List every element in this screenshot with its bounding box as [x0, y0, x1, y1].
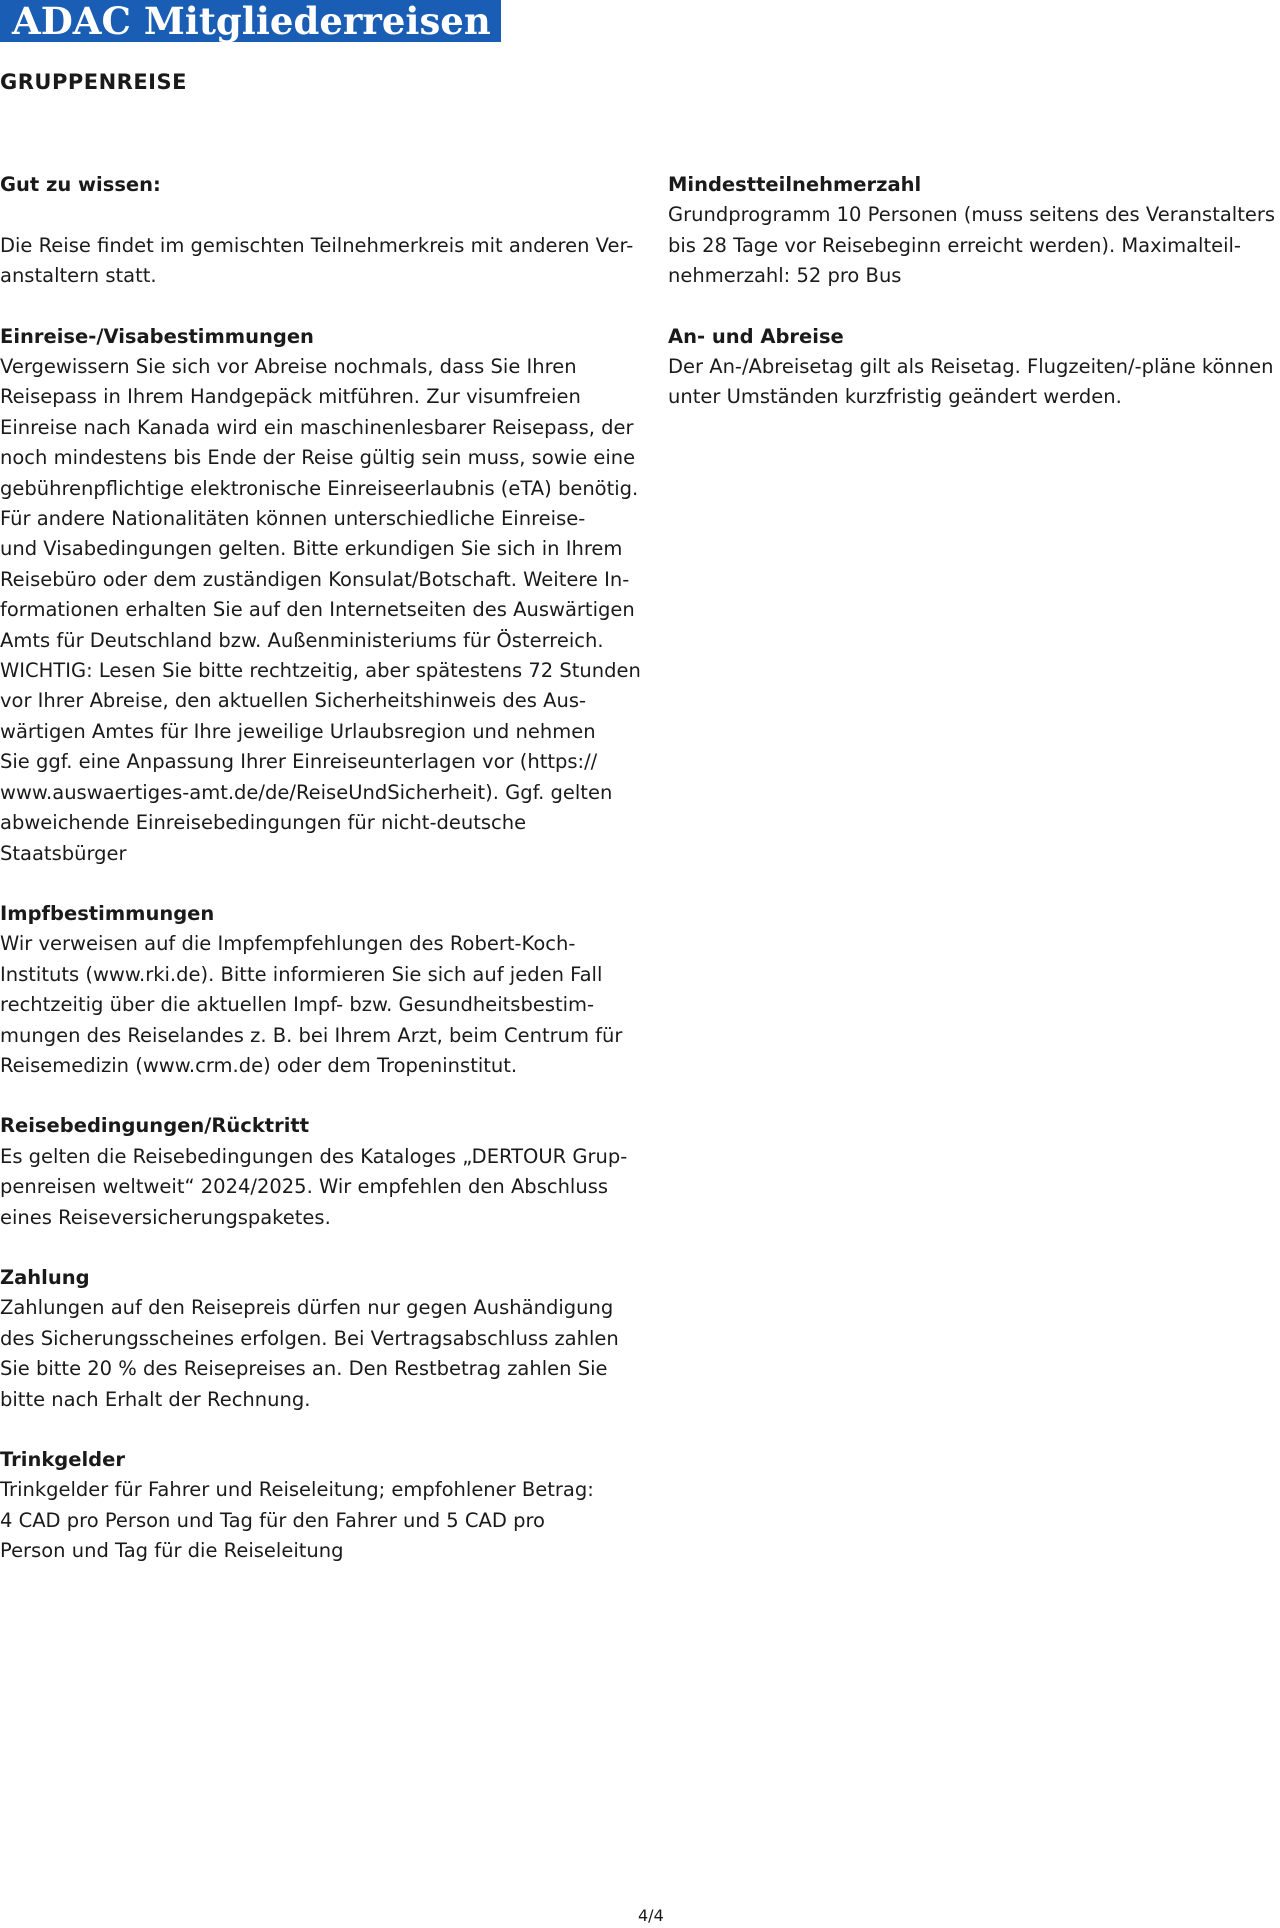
- text-line: rechtzeitig über die aktuellen Impf- bzw. Gesundheitsbestim-: [0, 993, 595, 1017]
- text-line: wärtigen Amtes für Ihre jeweilige Urlaubsregion und nehmen: [0, 719, 596, 743]
- trip-type-label: GRUPPENREISE: [0, 70, 187, 94]
- section-mindestteilnehmerzahl: [668, 170, 1280, 292]
- text-line: Reisebüro oder dem zuständigen Konsulat/Botschaft. Weitere In-: [0, 567, 630, 591]
- brand-logo: ADAC Mitgliederreisen: [0, 0, 501, 42]
- section-body: [0, 929, 665, 1081]
- section-gut-zu-wissen: [0, 170, 665, 292]
- section-body: [0, 352, 665, 869]
- section-title: Trinkgelder: [0, 1448, 125, 1472]
- text-line: Es gelten die Reisebedingungen des Kataloges „DERTOUR Grup-: [0, 1144, 628, 1168]
- text-line: Instituts (www.rki.de). Bitte informieren Sie sich auf jeden Fall: [0, 962, 603, 986]
- section-body: [0, 231, 665, 292]
- text-line: www.auswaertiges-amt.de/de/ReiseUndSicherheit). Ggf. gelten: [0, 780, 613, 804]
- text-line: und Visabedingungen gelten. Bitte erkundigen Sie sich in Ihrem: [0, 537, 623, 561]
- section-title: Reisebedingungen/Rücktritt: [0, 1114, 310, 1138]
- section-title: Gut zu wissen:: [0, 173, 161, 196]
- text-line: Zahlungen auf den Reisepreis dürfen nur gegen Aushändigung: [0, 1296, 614, 1320]
- section-body: [0, 1142, 665, 1233]
- text-line: Sie ggf. eine Anpassung Ihrer Einreiseunterlagen vor (https://: [0, 750, 598, 774]
- text-line: Der An-/Abreisetag gilt als Reisetag. Flugzeiten/-pläne können: [668, 355, 1274, 379]
- text-line: anstaltern statt.: [0, 264, 157, 288]
- text-line: unter Umständen kurzfristig geändert werden.: [668, 385, 1122, 409]
- text-line: Grundprogramm 10 Personen (muss seitens des Veranstalters: [668, 203, 1276, 227]
- text-line: Für andere Nationalitäten können unterschiedliche Einreise-: [0, 507, 586, 531]
- text-line: Sie bitte 20 % des Reisepreises an. Den Restbetrag zahlen Sie: [0, 1357, 608, 1381]
- text-line: Trinkgelder für Fahrer und Reiseleitung; empfohlener Betrag:: [0, 1478, 594, 1502]
- text-line: nehmerzahl: 52 pro Bus: [668, 264, 902, 288]
- right-column: [668, 170, 1280, 443]
- text-line: Vergewissern Sie sich vor Abreise nochmals, dass Sie Ihren: [0, 355, 577, 379]
- text-line: Die Reise findet im gemischten Teilnehmerkreis mit anderen Ver-: [0, 233, 634, 257]
- text-line: gebührenpflichtige elektronische Einreiseerlaubnis (eTA) benötig.: [0, 476, 639, 500]
- text-line: penreisen weltweit“ 2024/2025. Wir empfehlen den Abschluss: [0, 1175, 609, 1199]
- section-trinkgelder: [0, 1445, 665, 1567]
- text-line: Staatsbürger: [0, 841, 127, 865]
- section-reisebedingungen: [0, 1111, 665, 1233]
- section-title: Einreise-/Visabestimmungen: [0, 324, 314, 348]
- text-line: mungen des Reiselandes z. B. bei Ihrem Arzt, beim Centrum für: [0, 1023, 623, 1047]
- text-line: Person und Tag für die Reiseleitung: [0, 1539, 344, 1563]
- section-zahlung: [0, 1263, 665, 1415]
- text-line: noch mindestens bis Ende der Reise gültig sein muss, sowie eine: [0, 446, 636, 470]
- text-line: Reisemedizin (www.crm.de) oder dem Tropeninstitut.: [0, 1053, 518, 1077]
- left-column: [0, 170, 665, 1597]
- section-title: Zahlung: [0, 1265, 90, 1289]
- section-einreise: [0, 322, 665, 869]
- page-number: 4/4: [638, 1906, 664, 1925]
- text-line: Wir verweisen auf die Impfempfehlungen des Robert-Koch-: [0, 932, 576, 956]
- text-line: vor Ihrer Abreise, den aktuellen Sicherheitshinweis des Aus-: [0, 689, 587, 713]
- section-title: Mindestteilnehmerzahl: [668, 173, 922, 196]
- text-line: WICHTIG: Lesen Sie bitte rechtzeitig, aber spätestens 72 Stunden: [0, 659, 641, 683]
- section-title: An- und Abreise: [668, 324, 844, 348]
- text-line: abweichende Einreisebedingungen für nicht-deutsche: [0, 811, 527, 835]
- text-line: Einreise nach Kanada wird ein maschinenlesbarer Reisepass, der: [0, 415, 634, 439]
- text-line: Reisepass in Ihrem Handgepäck mitführen. Zur visumfreien: [0, 385, 581, 409]
- text-line: Amts für Deutschland bzw. Außenministeriums für Österreich.: [0, 628, 604, 652]
- section-body: [0, 1475, 665, 1566]
- text-line: bitte nach Erhalt der Rechnung.: [0, 1387, 311, 1411]
- text-line: des Sicherungsscheines erfolgen. Bei Vertragsabschluss zahlen: [0, 1326, 619, 1350]
- section-body: [668, 352, 1280, 413]
- text-line: bis 28 Tage vor Reisebeginn erreicht werden). Maximalteil-: [668, 233, 1241, 257]
- text-line: 4 CAD pro Person und Tag für den Fahrer und 5 CAD pro: [0, 1508, 545, 1532]
- section-title: Impfbestimmungen: [0, 901, 215, 925]
- text-line: formationen erhalten Sie auf den Internetseiten des Auswärtigen: [0, 598, 635, 622]
- section-body: [0, 1293, 665, 1415]
- section-an-und-abreise: [668, 322, 1280, 413]
- section-body: [668, 200, 1280, 291]
- section-impfbestimmungen: [0, 899, 665, 1081]
- text-line: eines Reiseversicherungspaketes.: [0, 1205, 331, 1229]
